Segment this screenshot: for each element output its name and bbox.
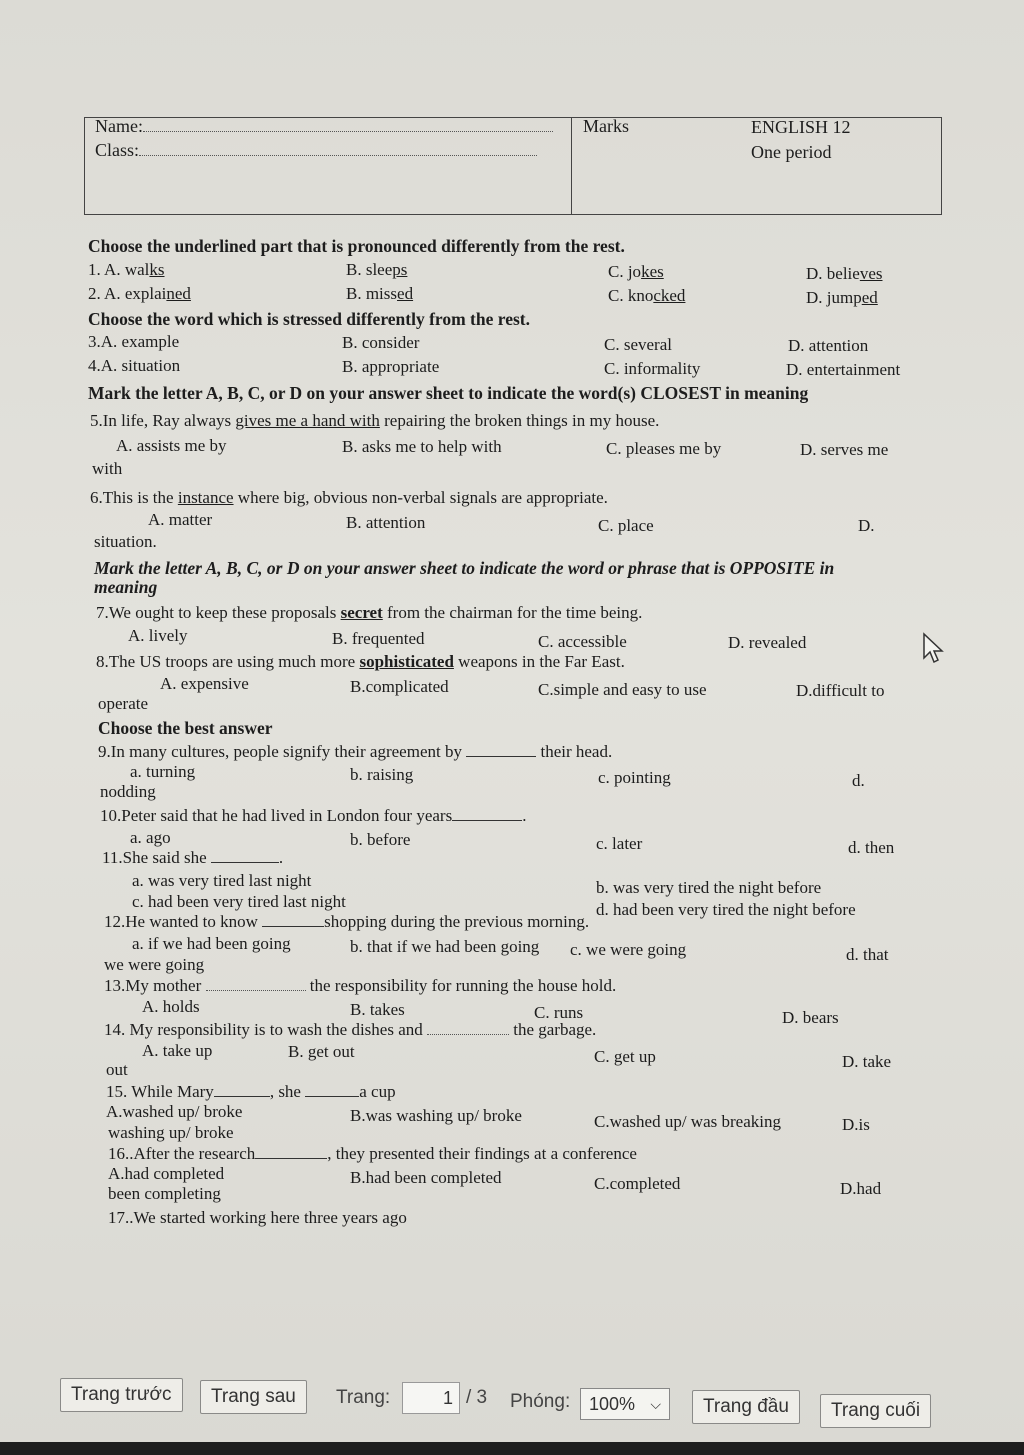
- q5-option-a: A. assists me by: [116, 436, 227, 455]
- q11-stem-start: 11.She said she: [102, 848, 207, 867]
- q2-b-text: B. miss: [346, 284, 398, 303]
- name-blank: [143, 119, 553, 132]
- q16-stem: [108, 1144, 637, 1164]
- q10-stem-end: .: [522, 806, 527, 825]
- q2-option-a: [88, 284, 191, 304]
- q15-stem-end: a cup: [359, 1082, 396, 1101]
- q7-option-c: C. accessible: [538, 632, 627, 651]
- q10-stem: [100, 806, 526, 826]
- q1-d-underline: ves: [859, 264, 883, 283]
- last-page-button[interactable]: Trang cuối: [820, 1394, 931, 1428]
- q9-stem: [98, 742, 612, 762]
- q13-stem: [104, 976, 616, 996]
- q12-option-d-cont: we were going: [104, 955, 205, 974]
- q1-option-c: [608, 262, 664, 282]
- q1-b-underline: ps: [392, 260, 408, 279]
- q13-option-a: A. holds: [142, 997, 200, 1016]
- page-label: Trang:: [336, 1387, 391, 1408]
- q13-option-c: C. runs: [534, 1003, 584, 1022]
- class-label: Class:: [95, 140, 140, 160]
- q15-option-c: C.washed up/ was breaking: [594, 1112, 781, 1131]
- q2-a-text: 2. A. explai: [88, 284, 167, 303]
- q3-option-d: D. attention: [788, 336, 869, 355]
- section-opposite-heading: Mark the letter A, B, C, or D on your answer sheet to indicate the word or phrase that is OPPOSITE in: [94, 558, 835, 578]
- q7-option-d: D. revealed: [728, 633, 807, 652]
- class-blank: [139, 143, 537, 156]
- q5-option-d: D. serves me: [800, 440, 889, 459]
- q9-option-b: b. raising: [350, 765, 414, 784]
- section-opposite-heading-cont: meaning: [94, 577, 158, 597]
- q5-option-c: C. pleases me by: [606, 439, 722, 458]
- q10-option-d: d. then: [848, 838, 895, 857]
- q11-stem-end: .: [278, 848, 284, 867]
- q8-stem: [96, 652, 625, 672]
- q5-stem-start: 5.In life, Ray always: [90, 411, 236, 430]
- next-page-button[interactable]: Trang sau: [200, 1380, 307, 1414]
- q15-option-b: B.was washing up/ broke: [350, 1106, 522, 1125]
- q16-option-a: A.had completed: [108, 1164, 225, 1183]
- q11-option-a: a. was very tired last night: [132, 871, 312, 890]
- q1-c-text: C. jo: [608, 262, 642, 281]
- name-label: Name:: [95, 116, 143, 136]
- q15-option-d-cont: washing up/ broke: [108, 1123, 234, 1142]
- q2-d-text: D. jump: [806, 288, 862, 307]
- q9-option-c: c. pointing: [598, 768, 671, 787]
- q5-option-d-cont: with: [92, 459, 123, 478]
- q14-stem-end: the garbage.: [513, 1020, 597, 1039]
- q7-stem-end: from the chairman for the time being.: [382, 603, 643, 622]
- q12-stem-end: shopping during the previous morning.: [324, 912, 590, 931]
- q11-option-c: c. had been very tired last night: [132, 892, 346, 911]
- q7-option-b: B. frequented: [332, 629, 425, 648]
- name-row: [95, 116, 553, 137]
- q3-option-b: B. consider: [342, 333, 420, 352]
- q10-stem-start: 10.Peter said that he had lived in London four years: [100, 806, 453, 825]
- q9-option-d-cont: nodding: [100, 782, 156, 801]
- q9-option-d: d.: [852, 771, 865, 790]
- q11-option-d: d. had been very tired the night before: [596, 900, 856, 919]
- q7-stem-start: 7.We ought to keep these proposals: [96, 603, 341, 622]
- q6-option-d: D.: [858, 516, 875, 535]
- q6-stem-start: 6.This is the: [90, 488, 178, 507]
- class-row: [95, 140, 537, 161]
- q13-option-d: D. bears: [782, 1008, 839, 1027]
- viewer-toolbar: [0, 1372, 1024, 1432]
- q14-option-a: A. take up: [142, 1041, 213, 1060]
- q3-option-c: C. several: [604, 335, 672, 354]
- q2-option-b: [346, 284, 413, 304]
- q17-stem: 17..We started working here three years ago: [108, 1208, 407, 1227]
- q13-option-b: B. takes: [350, 1000, 405, 1019]
- q1-c-underline: kes: [641, 262, 664, 281]
- q2-d-underline: ed: [861, 288, 878, 307]
- q16-option-c: C.completed: [594, 1174, 681, 1193]
- q9-option-a: a. turning: [130, 762, 196, 781]
- page-number-input[interactable]: 1: [402, 1382, 460, 1414]
- q14-option-c: C. get up: [594, 1047, 656, 1066]
- q8-stem-start: 8.The US troops are using much more: [96, 652, 360, 671]
- q8-stem-underline: sophisticated: [359, 652, 454, 671]
- q15-blank-1: [214, 1086, 270, 1097]
- q7-stem: [96, 603, 642, 623]
- q16-stem-start: 16..After the research: [108, 1144, 256, 1163]
- q5-option-b: B. asks me to help with: [342, 437, 502, 456]
- q15-option-d: D.is: [842, 1115, 870, 1134]
- mouse-cursor-icon: [922, 632, 946, 664]
- q1-b-text: B. slee: [346, 260, 393, 279]
- q11-option-b: b. was very tired the night before: [596, 878, 822, 897]
- duration-label: One period: [751, 142, 832, 162]
- q11-stem: [102, 848, 283, 868]
- section-best-answer-heading: Choose the best answer: [98, 718, 273, 738]
- q15-stem: [106, 1082, 396, 1102]
- q9-stem-end: their head.: [540, 742, 613, 761]
- q9-stem-start: 9.In many cultures, people signify their agreement by: [98, 742, 462, 761]
- q1-option-b: [346, 260, 407, 280]
- q12-option-b: b. that if we had been going: [350, 937, 540, 956]
- q4-option-d: D. entertainment: [786, 360, 901, 379]
- q14-blank: [427, 1022, 509, 1035]
- q8-option-b: B.complicated: [350, 677, 449, 696]
- q8-option-d: D.difficult to: [796, 681, 885, 700]
- q6-stem-end: where big, obvious non-verbal signals are appropriate.: [233, 488, 608, 507]
- zoom-select[interactable]: [580, 1388, 670, 1420]
- q2-c-text: C. kno: [608, 286, 654, 305]
- q4-option-b: B. appropriate: [342, 357, 440, 376]
- q5-stem-underline: gives me a hand with: [235, 411, 380, 430]
- q12-blank: [262, 916, 324, 927]
- first-page-button[interactable]: Trang đầu: [692, 1390, 800, 1424]
- q15-stem-start: 15. While Mary: [106, 1082, 214, 1101]
- q14-option-d: D. take: [842, 1052, 892, 1071]
- q15-stem-mid: , she: [269, 1082, 301, 1101]
- q12-stem-start: 12.He wanted to know: [104, 912, 258, 931]
- q16-option-d: D.had: [840, 1179, 882, 1198]
- q6-option-b: B. attention: [346, 513, 426, 532]
- q14-stem: [104, 1020, 596, 1040]
- q4-option-c: C. informality: [604, 359, 701, 378]
- q11-blank: [211, 852, 279, 863]
- prev-page-button[interactable]: Trang trước: [60, 1378, 183, 1412]
- section-closest-heading: Mark the letter A, B, C, or D on your answer sheet to indicate the word(s) CLOSEST in meaning: [88, 383, 809, 403]
- q13-blank: [206, 978, 306, 991]
- q16-option-b: B.had been completed: [350, 1168, 502, 1187]
- q8-stem-end: weapons in the Far East.: [453, 652, 625, 671]
- q7-stem-underline: secret: [340, 603, 383, 622]
- q4-option-a: 4.A. situation: [88, 356, 181, 375]
- q15-option-a: A.washed up/ broke: [106, 1102, 243, 1121]
- zoom-value: 100%: [589, 1394, 636, 1414]
- q14-option-b: B. get out: [288, 1042, 355, 1061]
- marks-label: Marks: [583, 116, 629, 136]
- q1-option-a: [88, 260, 165, 280]
- q6-stem-underline: instance: [177, 488, 234, 507]
- q8-option-c: C.simple and easy to use: [538, 680, 707, 699]
- q12-option-c: c. we were going: [570, 940, 687, 959]
- q10-option-b: b. before: [350, 830, 411, 849]
- q10-option-a: a. ago: [130, 828, 171, 847]
- q2-option-c: [608, 286, 685, 306]
- q1-option-d: [806, 264, 883, 284]
- q2-c-underline: cked: [653, 286, 686, 305]
- screen-bottom-edge: [0, 1442, 1024, 1455]
- q14-option-d-cont: out: [106, 1060, 128, 1079]
- q15-blank-2: [305, 1086, 359, 1097]
- q6-option-a: A. matter: [148, 510, 213, 529]
- q12-stem: [104, 912, 589, 932]
- q1-d-text: D. belie: [806, 264, 860, 283]
- q6-option-d-cont: situation.: [94, 532, 157, 551]
- section-pronunciation-heading: Choose the underlined part that is pronounced differently from the rest.: [88, 236, 625, 256]
- q13-stem-start: 13.My mother: [104, 976, 202, 995]
- q7-option-a: A. lively: [128, 626, 188, 645]
- q16-option-d-cont: been completing: [108, 1184, 221, 1203]
- q1-a-text: 1. A. wal: [88, 260, 150, 279]
- q2-b-underline: ed: [397, 284, 414, 303]
- q9-blank: [466, 746, 536, 757]
- q6-stem: [90, 488, 608, 508]
- subject-title: ENGLISH 12: [751, 117, 851, 137]
- q12-option-d: d. that: [846, 945, 889, 964]
- header-box: [84, 117, 942, 215]
- q8-option-d-cont: operate: [98, 694, 149, 713]
- q16-stem-end: , they presented their findings at a conference: [327, 1144, 637, 1163]
- page-total: / 3: [466, 1387, 488, 1408]
- q6-option-c: C. place: [598, 516, 654, 535]
- section-stress-heading: Choose the word which is stressed differently from the rest.: [88, 309, 530, 329]
- q10-blank: [452, 810, 522, 821]
- q16-blank: [255, 1148, 327, 1159]
- q5-stem: [90, 411, 659, 431]
- q14-stem-start: 14. My responsibility is to wash the dishes and: [104, 1020, 423, 1039]
- chevron-down-icon: ⌵: [650, 1396, 661, 1412]
- q2-option-d: [806, 288, 878, 308]
- q5-stem-end: repairing the broken things in my house.: [379, 411, 660, 430]
- zoom-label: Phóng:: [510, 1391, 571, 1412]
- q10-option-c: c. later: [596, 834, 643, 853]
- q2-a-underline: ned: [166, 284, 191, 303]
- q12-option-a: a. if we had been going: [132, 934, 291, 953]
- q13-stem-end: the responsibility for running the house hold.: [309, 976, 617, 995]
- q8-option-a: A. expensive: [160, 674, 249, 693]
- q3-option-a: 3.A. example: [88, 332, 180, 351]
- q1-a-underline: ks: [149, 260, 165, 279]
